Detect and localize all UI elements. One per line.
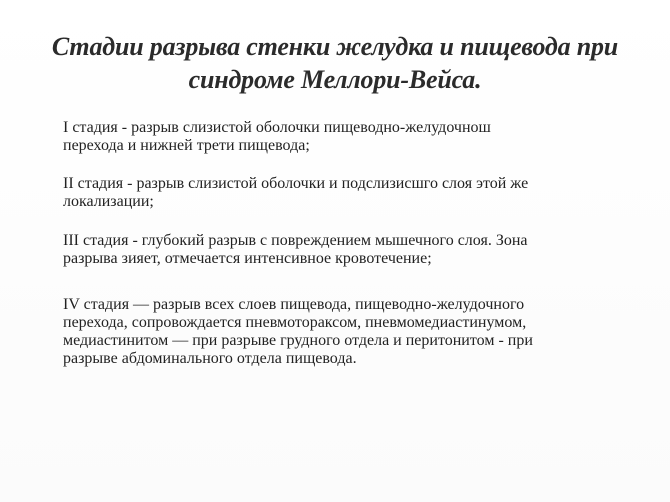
stage-4-text: IV стадия — разрыв всех слоев пищевода, пищеводно-желудочного перехода, сопровождается пневмотораксом, пневмомедиастинумом, медиастинитом — при разрыве грудного отдела и перитонитом - при разрыве абдоминального отдела пищевода. [63, 296, 533, 367]
slide-title: Стадии разрыва стенки желудка и пищевода при синдроме Меллори-Вейса. [51, 32, 619, 94]
stage-3-text: III стадия - глубокий разрыв с повреждением мышечного слоя. Зона разрыва зияет, отмечается интенсивное кровотечение; [63, 232, 528, 267]
stage-1-text: I стадия - разрыв слизистой оболочки пищеводно-желудочнош перехода и нижней трети пищевода; [63, 119, 491, 154]
stage-2-text: II стадия - разрыв слизистой оболочки и подслизисшго слоя этой же локализации; [63, 175, 529, 210]
